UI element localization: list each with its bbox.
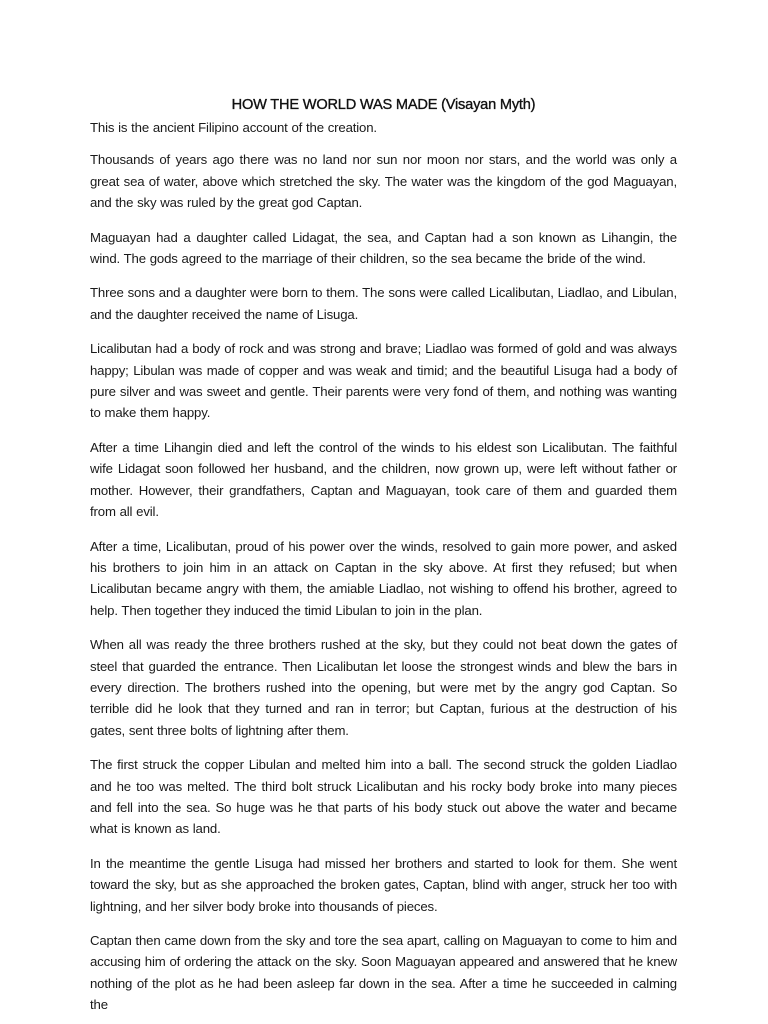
paragraph: Captan then came down from the sky and tore the sea apart, calling on Maguayan to come to him and accusing him of ordering the attack on the sky. Soon Maguayan appeared and answered that he knew nothing of the plot as he had been asleep far down in the sea. After a time he succeeded in calming the — [90, 933, 677, 1013]
paragraph: Licalibutan had a body of rock and was strong and brave; Liadlao was formed of gold and was always happy; Libulan was made of copper and was weak and timid; and the beautiful Lisuga had a body of pure silver and was sweet and gentle. Their parents were very fond of them, and nothing was wanting to make them happy. — [90, 341, 677, 421]
paragraph: Thousands of years ago there was no land nor sun nor moon nor stars, and the world was only a great sea of water, above which stretched the sky. The water was the kingdom of the god Maguayan, and the sky was ruled by the great god Captan. — [90, 152, 677, 211]
paragraph: In the meantime the gentle Lisuga had missed her brothers and started to look for them. She went toward the sky, but as she approached the broken gates, Captan, blind with anger, struck her too with lightning, and her silver body broke into thousands of pieces. — [90, 855, 677, 914]
document-body — [90, 95, 677, 1024]
paragraph: The first struck the copper Libulan and melted him into a ball. The second struck the golden Liadlao and he too was melted. The third bolt struck Licalibutan and his rocky body broke into many pieces and fell into the sea. So huge was he that parts of his body stuck out above the water and became what is known as land. — [90, 757, 677, 837]
paragraph-intro: This is the ancient Filipino account of the creation. — [90, 120, 377, 135]
document-title: HOW THE WORLD WAS MADE (Visayan Myth) — [231, 97, 536, 113]
paragraph: When all was ready the three brothers rushed at the sky, but they could not beat down the gates of steel that guarded the entrance. Then Licalibutan let loose the strongest winds and blew the bars in every direction. The brothers rushed into the opening, but were met by the angry god Captan. So terrible did he look that they turned and ran in terror; but Captan, furious at the destruction of his gates, sent three bolts of lightning after them. — [90, 637, 677, 738]
paragraph: Maguayan had a daughter called Lidagat, the sea, and Captan had a son known as Lihangin, the wind. The gods agreed to the marriage of their children, so the sea became the bride of the wind. — [90, 229, 677, 267]
paragraph: Three sons and a daughter were born to them. The sons were called Licalibutan, Liadlao, and Libulan, and the daughter received the name of Lisuga. — [90, 285, 677, 322]
paragraph: After a time Lihangin died and left the control of the winds to his eldest son Licalibutan. The faithful wife Lidagat soon followed her husband, and the children, now grown up, were left without father or mother. However, their grandfathers, Captan and Maguayan, took care of them and guarded them from all evil. — [90, 439, 677, 520]
paragraph: After a time, Licalibutan, proud of his power over the winds, resolved to gain more power, and asked his brothers to join him in an attack on Captan in the sky above. At first they refused; but when Licalibutan became angry with them, the amiable Liadlao, not wishing to offend his brother, agreed to help. Then together they induced the timid Libulan to join in the plan. — [90, 538, 677, 618]
